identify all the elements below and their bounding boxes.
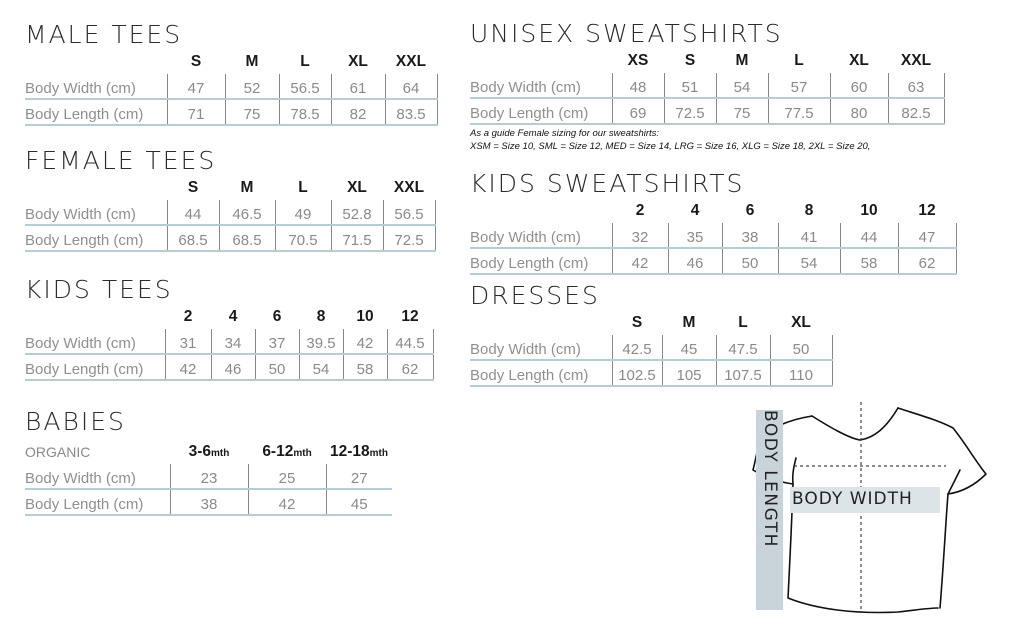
table-cell: 38	[170, 489, 248, 515]
size-header: M	[682, 314, 696, 331]
male-tees-section	[25, 20, 445, 130]
body-width-row	[470, 223, 956, 248]
table-cell: 52.8	[331, 200, 383, 225]
row-label: Body Width (cm)	[25, 329, 165, 354]
size-header: XL	[791, 314, 811, 331]
kids-sweatshirts-table	[470, 199, 957, 275]
kids-tees-table	[25, 305, 434, 381]
table-cell: 62	[898, 248, 956, 274]
body-width-row	[25, 200, 435, 225]
size-header: 12	[918, 202, 936, 219]
table-cell: 47	[167, 74, 225, 99]
table-cell: 61	[331, 74, 385, 99]
note-line: XSM = Size 10, SML = Size 12, MED = Size 14, LRG = Size 16, XLG = Size 18, 2XL = Size 20,	[470, 141, 871, 152]
note-line: As a guide Female sizing for our sweatshirts:	[470, 128, 660, 139]
row-label: Body Width (cm)	[470, 73, 612, 98]
size-header: XL	[849, 52, 869, 69]
table-cell: 72.5	[664, 98, 716, 124]
size-header: 6-12mth	[262, 443, 312, 460]
size-header: 2	[635, 202, 645, 219]
table-cell: 42	[343, 329, 387, 354]
size-header: S	[684, 52, 696, 69]
babies-table	[25, 440, 392, 516]
size-header: M	[240, 179, 254, 196]
table-cell: 31	[165, 329, 211, 354]
size-header: L	[300, 53, 310, 70]
size-header: 8	[316, 308, 326, 325]
female-tees-section	[25, 146, 445, 256]
table-cell: 62	[387, 354, 433, 380]
row-label: Body Length (cm)	[470, 248, 612, 274]
table-cell: 47	[898, 223, 956, 248]
size-header: 10	[356, 308, 374, 325]
babies-title: BABIES	[25, 407, 126, 436]
table-cell: 50	[255, 354, 299, 380]
table-cell: 75	[225, 99, 279, 125]
table-cell: 42	[248, 489, 326, 515]
size-header: S	[631, 314, 643, 331]
table-cell: 71	[167, 99, 225, 125]
body-length-row	[25, 99, 437, 125]
body-length-row	[470, 360, 832, 386]
table-cell: 27	[326, 464, 392, 489]
table-cell: 77.5	[768, 98, 830, 124]
body-length-row	[25, 225, 435, 251]
table-cell: 45	[326, 489, 392, 515]
body-width-row	[470, 73, 944, 98]
table-cell: 44.5	[387, 329, 433, 354]
table-cell: 42.5	[612, 335, 662, 360]
row-label: Body Length (cm)	[25, 225, 167, 251]
size-header: 2	[183, 308, 193, 325]
babies-section	[25, 407, 445, 517]
size-header: XL	[348, 53, 368, 70]
size-header: M	[245, 53, 259, 70]
row-label: Body Width (cm)	[25, 464, 170, 489]
row-label: Body Width (cm)	[25, 200, 167, 225]
size-header: XXL	[393, 179, 425, 196]
table-cell: 63	[888, 73, 944, 98]
table-cell: 23	[170, 464, 248, 489]
kids-sweatshirts-section	[470, 169, 970, 279]
body-width-row	[25, 464, 392, 489]
table-cell: 68.5	[167, 225, 219, 251]
female-tees-table	[25, 176, 436, 252]
dresses-title: DRESSES	[470, 281, 600, 310]
unisex-sweatshirts-section	[470, 19, 970, 129]
body-width-row	[470, 335, 832, 360]
row-label: Body Length (cm)	[25, 489, 170, 515]
dresses-table	[470, 311, 833, 387]
table-cell: 52	[225, 74, 279, 99]
table-cell: 46	[211, 354, 255, 380]
body-length-label: BODY LENGTH	[760, 410, 780, 548]
table-cell: 72.5	[383, 225, 435, 251]
table-cell: 46.5	[219, 200, 275, 225]
table-cell: 70.5	[275, 225, 331, 251]
table-cell: 64	[385, 74, 437, 99]
row-label: Body Width (cm)	[25, 74, 167, 99]
table-cell: 45	[662, 335, 716, 360]
table-cell: 56.5	[279, 74, 331, 99]
table-cell: 107.5	[716, 360, 770, 386]
table-cell: 34	[211, 329, 255, 354]
tshirt-measure-diagram	[748, 398, 998, 634]
table-cell: 60	[830, 73, 888, 98]
size-header: XS	[627, 52, 649, 69]
table-cell: 44	[167, 200, 219, 225]
size-header: L	[738, 314, 748, 331]
table-cell: 48	[612, 73, 664, 98]
table-cell: 50	[722, 248, 778, 274]
kids-tees-section	[25, 275, 445, 385]
size-header: 3-6mth	[188, 443, 230, 460]
table-cell: 32	[612, 223, 668, 248]
body-width-row	[25, 329, 433, 354]
dresses-section	[470, 281, 870, 391]
row-label: Body Width (cm)	[470, 223, 612, 248]
unisex-sweatshirts-title: UNISEX SWEATSHIRTS	[470, 19, 783, 48]
size-header: 12	[401, 308, 419, 325]
tshirt-outline-icon	[748, 398, 998, 634]
table-cell: 25	[248, 464, 326, 489]
organic-label: ORGANIC	[25, 444, 91, 460]
table-cell: 75	[716, 98, 768, 124]
table-cell: 50	[770, 335, 832, 360]
male-tees-table	[25, 50, 438, 126]
size-header: XL	[347, 179, 367, 196]
size-header: M	[735, 52, 749, 69]
table-cell: 37	[255, 329, 299, 354]
row-label: Body Length (cm)	[470, 360, 612, 386]
table-cell: 80	[830, 98, 888, 124]
size-header: L	[298, 179, 308, 196]
body-length-row	[25, 354, 433, 380]
table-cell: 78.5	[279, 99, 331, 125]
table-cell: 42	[612, 248, 668, 274]
table-cell: 82.5	[888, 98, 944, 124]
table-cell: 44	[840, 223, 898, 248]
table-cell: 51	[664, 73, 716, 98]
female-tees-title: FEMALE TEES	[25, 146, 217, 175]
body-length-row	[470, 98, 944, 124]
size-header: S	[190, 53, 202, 70]
male-tees-title: MALE TEES	[25, 20, 183, 49]
kids-sweatshirts-title: KIDS SWEATSHIRTS	[470, 169, 745, 198]
row-label: Body Length (cm)	[470, 98, 612, 124]
female-sizing-note	[470, 127, 870, 153]
size-header: S	[187, 179, 199, 196]
size-header: 6	[272, 308, 282, 325]
kids-tees-title: KIDS TEES	[25, 275, 173, 304]
table-cell: 35	[668, 223, 722, 248]
table-cell: 54	[716, 73, 768, 98]
table-cell: 54	[778, 248, 840, 274]
table-cell: 83.5	[385, 99, 437, 125]
table-cell: 54	[299, 354, 343, 380]
body-length-row	[25, 489, 392, 515]
table-cell: 105	[662, 360, 716, 386]
size-header: 8	[804, 202, 814, 219]
table-cell: 71.5	[331, 225, 383, 251]
size-header: L	[794, 52, 804, 69]
table-cell: 49	[275, 200, 331, 225]
table-cell: 47.5	[716, 335, 770, 360]
size-header: XXL	[395, 53, 427, 70]
size-header: 4	[690, 202, 700, 219]
table-cell: 58	[343, 354, 387, 380]
body-length-row	[470, 248, 956, 274]
row-label: Body Length (cm)	[25, 354, 165, 380]
table-cell: 46	[668, 248, 722, 274]
table-cell: 102.5	[612, 360, 662, 386]
table-cell: 82	[331, 99, 385, 125]
size-header: 6	[745, 202, 755, 219]
table-cell: 110	[770, 360, 832, 386]
size-header: 4	[228, 308, 238, 325]
table-cell: 56.5	[383, 200, 435, 225]
table-cell: 68.5	[219, 225, 275, 251]
table-cell: 57	[768, 73, 830, 98]
table-cell: 41	[778, 223, 840, 248]
table-cell: 42	[165, 354, 211, 380]
row-label: Body Width (cm)	[470, 335, 612, 360]
table-cell: 58	[840, 248, 898, 274]
body-width-row	[25, 74, 437, 99]
table-cell: 39.5	[299, 329, 343, 354]
size-header: 12-18mth	[330, 443, 388, 460]
row-label: Body Length (cm)	[25, 99, 167, 125]
table-cell: 38	[722, 223, 778, 248]
body-width-label: BODY WIDTH	[792, 489, 913, 509]
size-header: 10	[860, 202, 878, 219]
unisex-sweatshirts-table	[470, 49, 945, 125]
size-header: XXL	[900, 52, 932, 69]
table-cell: 69	[612, 98, 664, 124]
